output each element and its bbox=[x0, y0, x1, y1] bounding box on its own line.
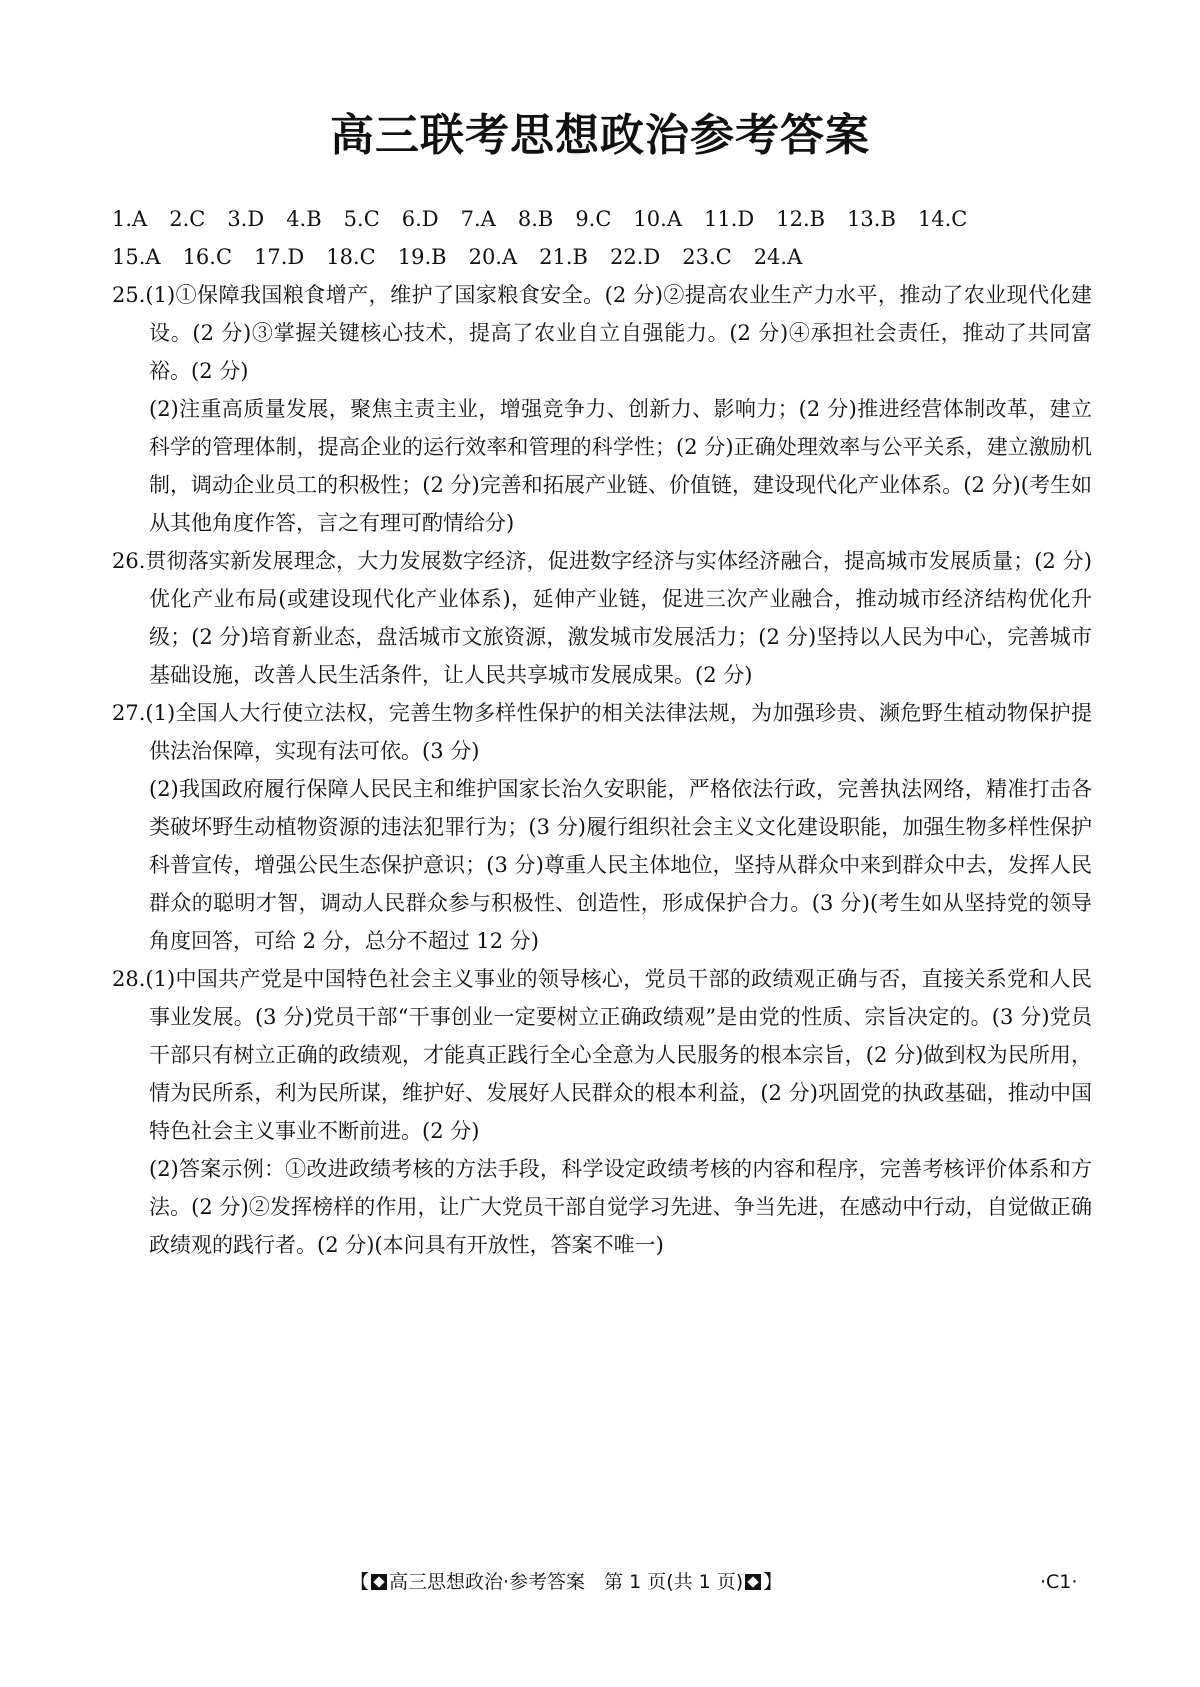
diamond-icon bbox=[371, 1574, 387, 1590]
mc-answer: 3.D bbox=[227, 207, 265, 231]
footer-right-bracket: 】 bbox=[763, 1571, 783, 1593]
q28-part2: (2)答案示例：①改进政绩考核的方法手段，科学设定政绩考核的内容和程序，完善考核评价体系和方法。(2 分)②发挥榜样的作用，让广大党员干部自觉学习先进、争当先进，在感动中行动，自觉做正确政绩观的践行者。(2 分)(本问具有开放性，答案不唯一) bbox=[149, 1157, 1092, 1257]
answer-content bbox=[112, 200, 1092, 1264]
mc-answer: 9.C bbox=[575, 207, 612, 231]
footer-caption bbox=[350, 1565, 782, 1599]
mc-answer: 1.A bbox=[112, 207, 148, 231]
mc-answer: 4.B bbox=[286, 207, 322, 231]
diamond-icon bbox=[745, 1574, 761, 1590]
mc-answer: 5.C bbox=[343, 207, 380, 231]
mc-answer: 13.B bbox=[847, 207, 896, 231]
mc-answer: 23.C bbox=[682, 245, 732, 269]
mc-answers-row-2 bbox=[112, 238, 1092, 276]
mc-answer: 8.B bbox=[517, 207, 554, 231]
q25-part2: (2)注重高质量发展，聚焦主责主业，增强竞争力、创新力、影响力；(2 分)推进经营体制改革，建立科学的管理体制，提高企业的运行效率和管理的科学性；(2 分)正确处理效率与公平关系，建立激励机制，调动企业员工的积极性；(2 分)完善和拓展产业链、价值链，建设现代化产业体系。(2 分)(考生如从其他角度作答，言之有理可酌情给分) bbox=[149, 397, 1092, 535]
mc-answer: 18.C bbox=[326, 245, 376, 269]
page-footer bbox=[0, 1565, 1200, 1599]
page-title: 高三联考思想政治参考答案 bbox=[330, 110, 870, 161]
mc-answer: 21.B bbox=[539, 245, 588, 269]
mc-answer: 24.A bbox=[753, 245, 803, 269]
footer-text: 高三思想政治·参考答案 第 1 页(共 1 页) bbox=[389, 1571, 744, 1593]
q27-part1: 27.(1)全国人大行使立法权，完善生物多样性保护的相关法律法规，为加强珍贵、濒危野生植动物保护提供法治保障，实现有法可依。(3 分) bbox=[112, 701, 1092, 763]
mc-answer: 22.D bbox=[609, 245, 661, 269]
mc-answer: 12.B bbox=[776, 207, 826, 231]
mc-answer: 16.C bbox=[182, 245, 233, 269]
mc-answer: 11.D bbox=[703, 207, 755, 231]
footer-left-bracket: 【 bbox=[350, 1571, 370, 1593]
mc-answer: 7.A bbox=[460, 207, 496, 231]
mc-answer: 14.C bbox=[917, 207, 968, 231]
footer-code: ·C1· bbox=[1040, 1571, 1078, 1593]
mc-answer: 17.D bbox=[254, 245, 305, 269]
mc-answer: 10.A bbox=[633, 207, 682, 231]
mc-answer: 19.B bbox=[397, 245, 447, 269]
mc-answer: 6.D bbox=[401, 207, 439, 231]
q25-part1: 25.(1)①保障我国粮食增产，维护了国家粮食安全。(2 分)②提高农业生产力水平，推动了农业现代化建设。(2 分)③掌握关键核心技术，提高了农业自立自强能力。(2 分)④承担社会责任，推动了共同富裕。(2 分) bbox=[112, 283, 1092, 383]
mc-answer: 20.A bbox=[468, 245, 518, 269]
mc-answer: 15.A bbox=[112, 245, 161, 269]
q27-part2: (2)我国政府履行保障人民民主和维护国家长治久安职能，严格依法行政，完善执法网络，精准打击各类破坏野生动植物资源的违法犯罪行为；(3 分)履行组织社会主义文化建设职能，加强生物多样性保护科普宣传，增强公民生态保护意识；(3 分)尊重人民主体地位，坚持从群众中来到群众中去，发挥人民群众的聪明才智，调动人民群众参与积极性、创造性，形成保护合力。(3 分)(考生如从坚持党的领导角度回答，可给 2 分，总分不超过 12 分) bbox=[149, 777, 1092, 953]
mc-answers-row-1 bbox=[112, 200, 1092, 238]
mc-answer: 2.C bbox=[169, 207, 206, 231]
q28-part1: 28.(1)中国共产党是中国特色社会主义事业的领导核心，党员干部的政绩观正确与否，直接关系党和人民事业发展。(3 分)党员干部“干事创业一定要树立正确政绩观”是由党的性质、宗旨决定的。(3 分)党员干部只有树立正确的政绩观，才能真正践行全心全意为人民服务的根本宗旨，(2 分)做到权为民所用，情为民所系，利为民所谋，维护好、发展好人民群众的根本利益，(2 分)巩固党的执政基础，推动中国特色社会主义事业不断前进。(2 分) bbox=[112, 967, 1092, 1143]
q26-answer: 26.贯彻落实新发展理念，大力发展数字经济，促进数字经济与实体经济融合，提高城市发展质量；(2 分)优化产业布局(或建设现代化产业体系)，延伸产业链，促进三次产业融合，推动城市经济结构优化升级；(2 分)培育新业态，盘活城市文旅资源，激发城市发展活力；(2 分)坚持以人民为中心，完善城市基础设施，改善人民生活条件，让人民共享城市发展成果。(2 分) bbox=[112, 549, 1092, 687]
